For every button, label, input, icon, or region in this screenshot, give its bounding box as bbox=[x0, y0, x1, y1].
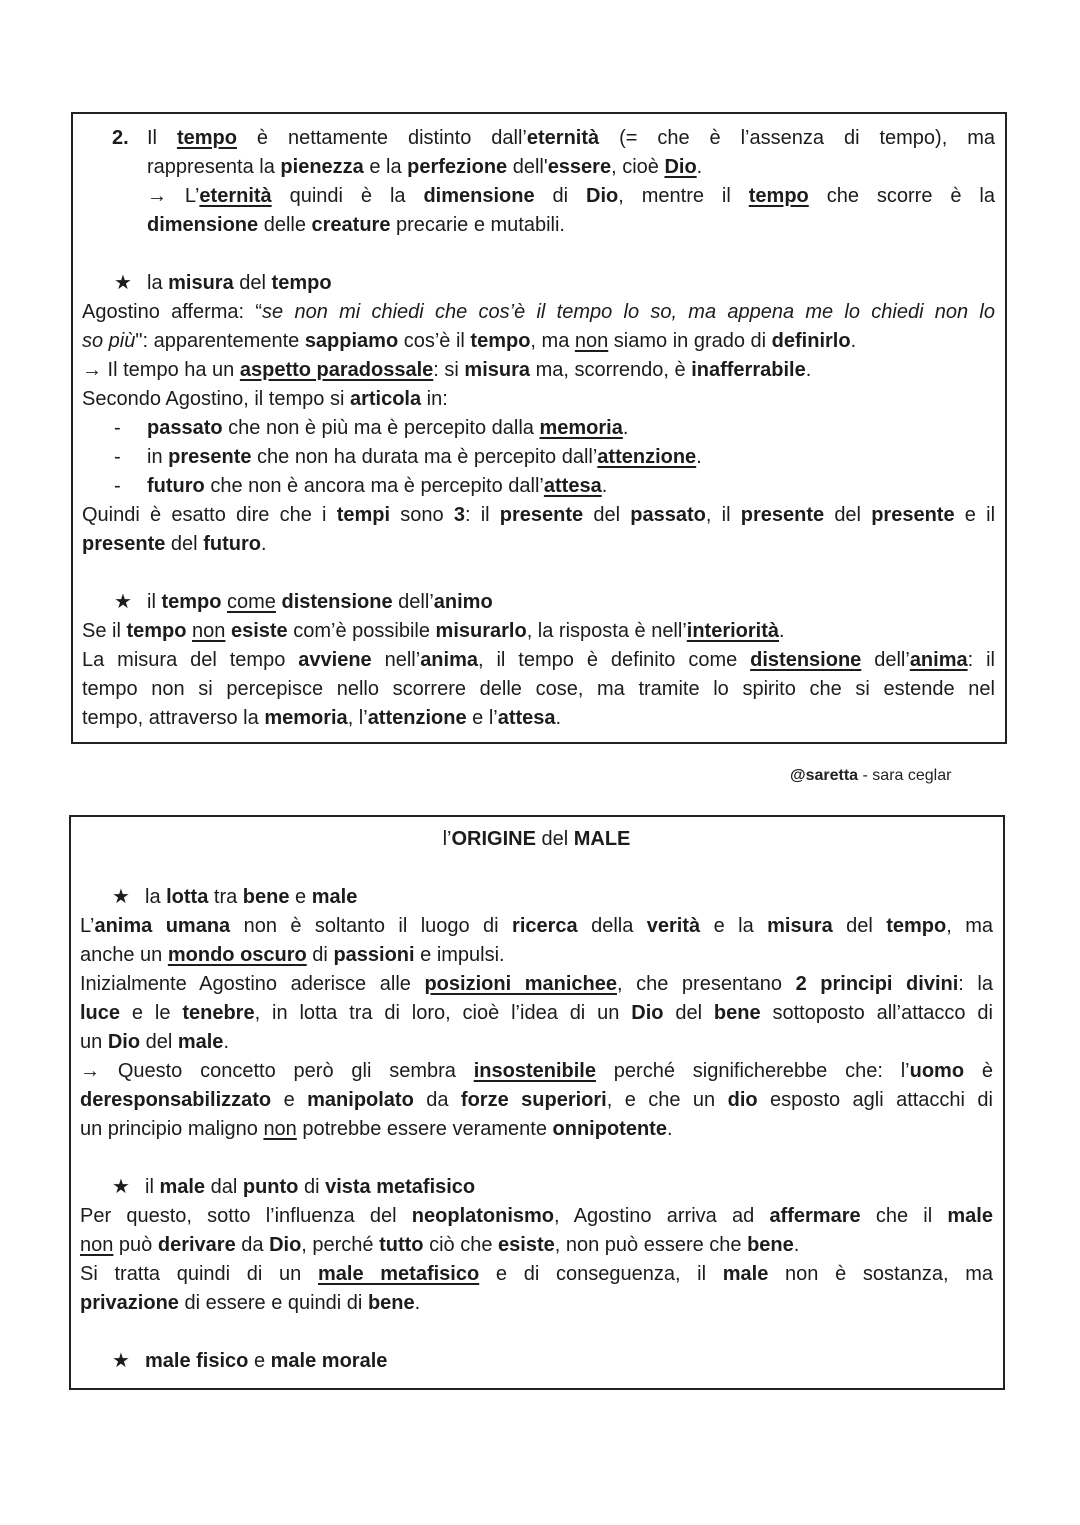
misura-line-1: Agostino afferma: “se non mi chiedi che cos’è il tempo lo so, ma appena me lo chiedi non lo bbox=[82, 301, 995, 323]
conclusion-line-1: Quindi è esatto dire che i tempi sono 3: il presente del passato, il presente del presente e il bbox=[82, 504, 996, 526]
author-credit bbox=[790, 767, 951, 785]
lotta-line-3: Inizialmente Agostino aderisce alle posizioni manichee, che presentano 2 principi divini: la bbox=[80, 973, 993, 995]
point-2-line-1: 2. Il tempo è nettamente distinto dall’eternità (= che è l’assenza di tempo), ma bbox=[82, 124, 995, 153]
metafisico-line-4: privazione di essere e quindi di bene. bbox=[80, 1292, 421, 1314]
dash-bullet-icon: - bbox=[114, 475, 121, 497]
dash-bullet-icon: - bbox=[114, 446, 121, 468]
author-name: sara ceglar bbox=[872, 767, 952, 784]
lotta-line-8: un principio maligno non potrebbe essere veramente onnipotente. bbox=[80, 1118, 673, 1140]
distensione-line-1: Se il tempo non esiste com’è possibile misurarlo, la risposta è nell’interiorità. bbox=[82, 620, 785, 642]
bullet-futuro: - futuro che non è ancora ma è percepito dall’attesa. bbox=[82, 472, 995, 501]
heading-metafisico: ★ il male dal punto di vista metafisico bbox=[80, 1173, 993, 1202]
metafisico-line-1: Per questo, sotto l’influenza del neoplatonismo, Agostino arriva ad affermare che il male bbox=[80, 1205, 993, 1227]
conclusion-line-2: presente del futuro. bbox=[82, 533, 267, 555]
star-icon: ★ bbox=[114, 591, 132, 613]
metafisico-line-2: non può derivare da Dio, perché tutto ciò che esiste, non può essere che bene. bbox=[80, 1234, 800, 1256]
heading-lotta: ★ la lotta tra bene e male bbox=[80, 883, 993, 912]
star-icon: ★ bbox=[114, 272, 132, 294]
heading-distensione: ★ il tempo come distensione dell’animo bbox=[82, 588, 995, 617]
dash-bullet-icon: - bbox=[114, 417, 121, 439]
list-number: 2. bbox=[112, 127, 129, 149]
distensione-line-2: La misura del tempo avviene nell’anima, il tempo è definito come distensione dell’anima: il bbox=[82, 649, 996, 671]
credit-separator: - bbox=[858, 767, 873, 784]
distensione-line-3: tempo non si percepisce nello scorrere delle cose, ma tramite lo spirito che si estende nel bbox=[82, 678, 995, 700]
notes-box-origine-male bbox=[69, 815, 1005, 1390]
bullet-passato: - passato che non è più ma è percepito dalla memoria. bbox=[82, 414, 995, 443]
lotta-line-7: deresponsabilizzato e manipolato da forze superiori, e che un dio esposto agli attacchi di bbox=[80, 1089, 993, 1111]
lotta-line-2: anche un mondo oscuro di passioni e impulsi. bbox=[80, 944, 505, 966]
misura-line-4: Secondo Agostino, il tempo si articola in: bbox=[82, 388, 448, 410]
point-2-line-3: → L’eternità quindi è la dimensione di Dio, mentre il tempo che scorre è la bbox=[147, 185, 996, 207]
notes-box-tempo bbox=[71, 112, 1007, 744]
point-2-line-4: dimensione delle creature precarie e mutabili. bbox=[147, 214, 565, 236]
metafisico-line-3: Si tratta quindi di un male metafisico e di conseguenza, il male non è sostanza, ma bbox=[80, 1263, 993, 1285]
author-handle: @saretta bbox=[790, 767, 859, 784]
heading-fisico-morale: ★ male fisico e male morale bbox=[80, 1347, 993, 1376]
lotta-line-1: L’anima umana non è soltanto il luogo di ricerca della verità e la misura del tempo, ma bbox=[80, 915, 993, 937]
misura-line-3: → Il tempo ha un aspetto paradossale: si misura ma, scorrendo, è inafferrabile. bbox=[82, 359, 812, 381]
star-icon: ★ bbox=[112, 1176, 130, 1198]
lotta-line-5: un Dio del male. bbox=[80, 1031, 229, 1053]
misura-line-2: so più": apparentemente sappiamo cos’è il tempo, ma non siamo in grado di definirlo. bbox=[82, 330, 857, 352]
section-title: l’ORIGINE del MALE bbox=[442, 828, 631, 850]
distensione-line-4: tempo, attraverso la memoria, l’attenzione e l’attesa. bbox=[82, 707, 562, 729]
point-2-line-2: rappresenta la pienezza e la perfezione dell'essere, cioè Dio. bbox=[147, 156, 703, 178]
bullet-presente: - in presente che non ha durata ma è percepito dall’attenzione. bbox=[82, 443, 995, 472]
star-icon: ★ bbox=[112, 886, 130, 908]
star-icon: ★ bbox=[112, 1350, 130, 1372]
lotta-line-6: → Questo concetto però gli sembra insostenibile perché significherebbe che: l’uomo è bbox=[80, 1060, 993, 1082]
heading-misura-del-tempo: ★ la misura del tempo bbox=[82, 269, 995, 298]
lotta-line-4: luce e le tenebre, in lotta tra di loro, cioè l’idea di un Dio del bene sottoposto all’attacco di bbox=[80, 1002, 993, 1024]
